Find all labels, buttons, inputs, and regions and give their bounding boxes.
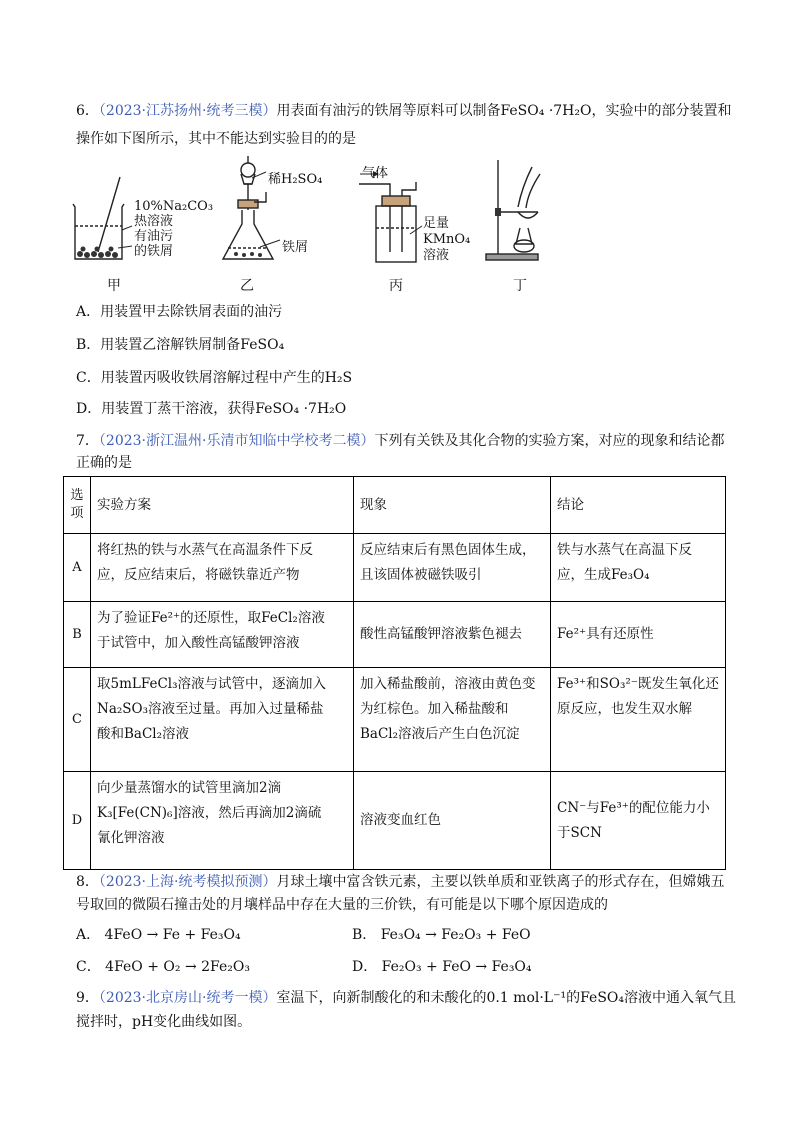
q6-source[interactable]: （2023·江苏扬州·统考三模） xyxy=(98,103,277,119)
q7-stem-line2: 正确的是 xyxy=(76,455,132,471)
bing-label-1: 足量 xyxy=(423,216,450,231)
q8-stem-line2: 号取回的微陨石撞击处的月壤样品中存在大量的三价铁，有可能是以下哪个原因造成的 xyxy=(76,897,608,913)
row-d-conclusion: CN⁻与Fe³⁺的配位能力小 于SCN xyxy=(551,772,726,870)
row-d-phenomenon: 溶液变血红色 xyxy=(354,772,551,870)
q6-option-c: C．用装置丙吸收铁屑溶解过程中产生的H₂S xyxy=(76,370,353,386)
row-b-phenomenon: 酸性高锰酸钾溶液紫色褪去 xyxy=(354,602,551,668)
row-b-conclusion: Fe²⁺具有还原性 xyxy=(551,602,726,668)
row-b-option: B xyxy=(64,602,91,668)
bing-label-3: 溶液 xyxy=(423,248,450,263)
q6-stem-text1: 用表面有油污的铁屑等原料可以制备FeSO₄ ·7H₂O，实验中的部分装置和 xyxy=(276,103,732,119)
q6-option-b: B．用装置乙溶解铁屑制备FeSO₄ xyxy=(76,337,285,353)
caption-bing: 丙 xyxy=(389,278,403,294)
row-d-option: D xyxy=(64,772,91,870)
table-row xyxy=(64,772,726,870)
q6-stem-line2: 操作如下图所示，其中不能达到实验目的的是 xyxy=(76,131,356,147)
jia-labels xyxy=(134,199,213,259)
jia-label-2: 热溶液 xyxy=(134,214,174,229)
q8-option-d: D． Fe₂O₃ + FeO → Fe₃O₄ xyxy=(352,959,532,975)
q6-stem-line1 xyxy=(76,101,731,121)
header-phenomenon: 现象 xyxy=(354,477,551,534)
header-option: 选项 xyxy=(64,477,91,534)
jia-label-4: 的铁屑 xyxy=(134,244,174,259)
row-a-option: A xyxy=(64,534,91,602)
row-c-plan: 取5mLFeCl₃溶液与试管中，逐滴加入 Na₂SO₃溶液至过量。再加入过量稀盐 酸和BaCl₂溶液 xyxy=(91,668,354,772)
caption-yi: 乙 xyxy=(240,278,254,294)
bing-label-2: KMnO₄ xyxy=(423,232,471,247)
q8-source[interactable]: （2023·上海·统考模拟预测） xyxy=(98,874,277,890)
caption-jia: 甲 xyxy=(107,278,121,294)
q8-option-b: B． Fe₃O₄ → Fe₂O₃ + FeO xyxy=(352,927,531,943)
table-header-row xyxy=(64,477,726,534)
q8-option-a: A． 4FeO → Fe + Fe₃O₄ xyxy=(76,927,241,943)
bing-labels xyxy=(423,216,470,264)
row-a-phenomenon: 反应结束后有黑色固体生成， 且该固体被磁铁吸引 xyxy=(354,534,551,602)
row-a-plan: 将红热的铁与水蒸气在高温条件下反 应，反应结束后，将磁铁靠近产物 xyxy=(91,534,354,602)
q7-table xyxy=(63,476,726,870)
q7-stem-line1 xyxy=(76,431,724,451)
q9-number: 9． xyxy=(76,990,99,1006)
q7-source[interactable]: （2023·浙江温州·乐清市知临中学校考二模） xyxy=(98,433,375,449)
header-plan: 实验方案 xyxy=(91,477,354,534)
row-a-conclusion: 铁与水蒸气在高温下反 应，生成Fe₃O₄ xyxy=(551,534,726,602)
yi-iron-label: 铁屑 xyxy=(282,240,309,255)
q7-number: 7． xyxy=(76,433,99,449)
caption-ding: 丁 xyxy=(513,278,527,294)
table-row xyxy=(64,668,726,772)
jia-label-1: 10%Na₂CO₃ xyxy=(134,199,214,214)
yi-acid-label: 稀H₂SO₄ xyxy=(268,172,323,187)
row-c-conclusion: Fe³⁺和SO₃²⁻既发生氧化还 原反应，也发生双水解 xyxy=(551,668,726,772)
q6-option-d: D．用装置丁蒸干溶液，获得FeSO₄ ·7H₂O xyxy=(76,401,347,417)
q6-option-a: A．用装置甲去除铁屑表面的油污 xyxy=(76,304,283,320)
q8-stem-text1: 月球土壤中富含铁元素，主要以铁单质和亚铁离子的形式存在，但嫦娥五 xyxy=(276,874,725,890)
bing-gas-label: 气体 xyxy=(362,166,389,181)
q7-stem-text1: 下列有关铁及其化合物的实验方案，对应的现象和结论都 xyxy=(374,433,725,449)
q8-option-c: C． 4FeO + O₂ → 2Fe₂O₃ xyxy=(76,959,250,975)
table-row xyxy=(64,534,726,602)
q9-stem-text1: 室温下，向新制酸化的和未酸化的0.1 mol·L⁻¹的FeSO₄溶液中通入氧气且 xyxy=(276,990,737,1006)
q9-stem-line2: 搅拌时，pH变化曲线如图。 xyxy=(76,1014,252,1030)
q8-stem-line1 xyxy=(76,872,724,892)
row-d-plan: 向少量蒸馏水的试管里滴加2滴 K₃[Fe(CN)₆]溶液，然后再滴加2滴硫 氰化钾溶液 xyxy=(91,772,354,870)
apparatus-bing-bottle xyxy=(359,182,416,262)
table-row xyxy=(64,602,726,668)
row-c-option: C xyxy=(64,668,91,772)
row-b-plan: 为了验证Fe²⁺的还原性，取FeCl₂溶液 于试管中，加入酸性高锰酸钾溶液 xyxy=(91,602,354,668)
q6-number: 6． xyxy=(76,103,99,119)
q8-number: 8． xyxy=(76,874,99,890)
apparatus-ding-stand xyxy=(486,160,540,260)
jia-label-3: 有油污 xyxy=(134,229,174,244)
header-conclusion: 结论 xyxy=(551,477,726,534)
apparatus-yi-flask xyxy=(223,156,273,259)
q9-source[interactable]: （2023·北京房山·统考一模） xyxy=(98,990,277,1006)
row-c-phenomenon: 加入稀盐酸前，溶液由黄色变 为红棕色。加入稀盐酸和 BaCl₂溶液后产生白色沉淀 xyxy=(354,668,551,772)
apparatus-jia-beaker xyxy=(73,177,124,259)
q9-stem-line1 xyxy=(76,988,736,1008)
